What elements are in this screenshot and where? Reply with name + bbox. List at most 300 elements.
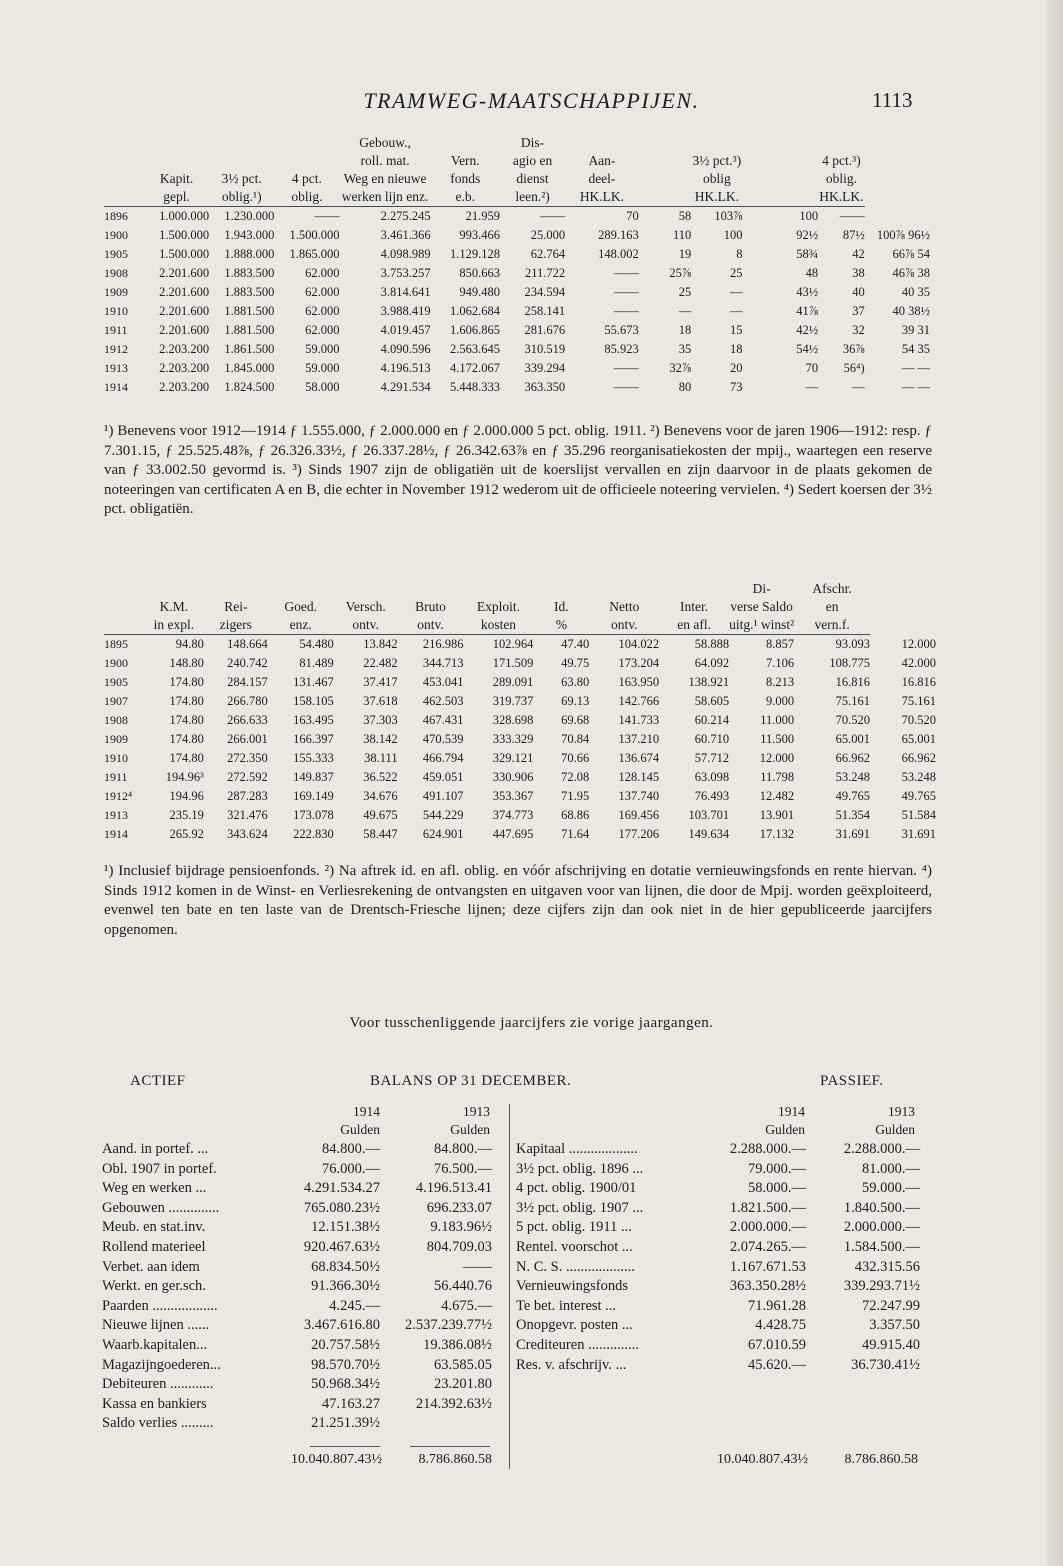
balance-value-1913: —— (463, 1258, 492, 1275)
balance-row (102, 1258, 502, 1278)
table-cell: 11.500 (760, 732, 795, 746)
column-header: enz. (268, 616, 334, 635)
table-cell: 131.467 (293, 675, 334, 689)
table-cell: 93.093 (835, 637, 871, 651)
balance-value-1913: 84.800.— (434, 1141, 492, 1157)
column-header: Gebouw., (359, 135, 411, 150)
column-header: ontv. (398, 616, 464, 635)
table-cell: 177.206 (618, 827, 660, 841)
table-cell: 63.098 (694, 770, 730, 784)
table-cell: 169.456 (618, 808, 660, 822)
table-cell: —— (314, 209, 340, 223)
column-header (639, 134, 692, 152)
table-cell: 1.888.000 (224, 247, 275, 261)
balance-row (516, 1140, 926, 1160)
table-cell: 58.605 (694, 694, 730, 708)
table-cell: 104.022 (618, 637, 660, 651)
table-cell: 1.500.000 (289, 228, 340, 242)
balance-item-label: Werkt. en ger.sch. (102, 1278, 206, 1295)
footnote-text: ¹) Benevens voor 1912—1914 ƒ 1.555.000, ƒ 2.000.000 en ƒ 2.000.000 5 pct. oblig. 1911. ²) Benevens voor de jaren 1906—1912: resp. ƒ 7.301.15, ƒ 25.525.48⅞, ƒ 26.326.33½, ƒ 26.337.28½, ƒ 26.342.63⅞ en ƒ 35.296 reorganisatiekosten der mpij., waartegen een reserve van ƒ 33.002.50 gevormd is. ³) Sinds 1907 zijn de obligatiën uit de koerslijst vervallen en zijn daarvoor in de plaats gekomen de noteeringen van certificaten A en B, die echter in November 1912 wederom uit de officieele noteering vervielen. ⁴) Sedert koersen der 3½ pct. obligatiën. (104, 423, 932, 517)
table-cell: 266.001 (227, 732, 268, 746)
table-cell: 70.520 (901, 713, 936, 727)
table-row (104, 768, 936, 787)
column-header (104, 580, 144, 598)
column-header: 3½ pct. (221, 171, 262, 186)
balance-row (102, 1297, 502, 1317)
table1-header (104, 134, 930, 207)
table-row (104, 806, 936, 825)
table-cell: 174.80 (169, 694, 204, 708)
column-header (742, 188, 818, 207)
balance-item-label: Meub. en stat.inv. (102, 1219, 206, 1236)
table-cell: 137.740 (618, 789, 660, 803)
table2-body (104, 635, 936, 845)
balance-item-label: 4 pct. oblig. 1900/01 (516, 1180, 637, 1197)
table-cell: 344.713 (422, 656, 464, 670)
balance-row (516, 1199, 926, 1219)
table-cell: 949.480 (459, 285, 500, 299)
table-cell: 100 (799, 209, 819, 223)
balance-value-1913: 2.288.000.— (843, 1141, 920, 1157)
column-header: 4 pct. (291, 171, 322, 186)
table-cell: 51.584 (901, 808, 936, 822)
table-cell: 40 (852, 285, 865, 299)
column-header: gepl. (144, 188, 209, 207)
table-cell: 1.606.865 (449, 323, 500, 337)
balance-value-1914: 765.080.23½ (303, 1199, 380, 1216)
table-cell: 1.861.500 (224, 342, 275, 356)
table-row (104, 302, 930, 321)
table-cell: 31.691 (901, 827, 936, 841)
table1-body (104, 207, 930, 398)
table-cell: 850.663 (459, 266, 500, 280)
table-row (104, 378, 930, 397)
balance-value-1914: 98.570.70½ (311, 1356, 380, 1373)
table-cell: 166.397 (293, 732, 334, 746)
balance-row (102, 1218, 502, 1238)
column-header: oblig (703, 171, 731, 186)
table-cell: 85.923 (604, 342, 639, 356)
balance-item-label: Paarden .................. (102, 1297, 218, 1314)
table-cell: 3.461.366 (380, 228, 431, 242)
row-year: 1909 (104, 732, 128, 746)
balance-title: BALANS OP 31 DECEMBER. (370, 1073, 572, 1089)
table-cell: 163.495 (293, 713, 334, 727)
table-cell: 1.883.500 (224, 266, 275, 280)
table-cell: 18 (729, 342, 743, 356)
table-cell: 2.275.245 (380, 209, 431, 223)
balance-value-1914: 91.366.30½ (311, 1278, 380, 1295)
table-cell: 32 (852, 323, 865, 337)
balance-item-label: Rentel. voorschot ... (516, 1238, 633, 1255)
table-cell: 70.66 (561, 751, 590, 765)
table-cell: 58.447 (363, 827, 398, 841)
table-cell: 54.480 (299, 637, 334, 651)
table-cell: 470.539 (422, 732, 464, 746)
balance-value-1913: 59.000.— (862, 1180, 920, 1197)
table-cell: 72.08 (561, 770, 590, 784)
column-header (533, 580, 589, 598)
table-cell: 63.80 (561, 675, 590, 689)
table-cell: 12.000 (901, 636, 936, 651)
table-cell: 137.210 (618, 732, 660, 746)
column-header (639, 170, 692, 188)
balance-row (516, 1258, 926, 1278)
table-cell: 467.431 (422, 713, 464, 727)
table-cell: 18 (678, 323, 692, 337)
table-cell: 71.95 (561, 789, 590, 803)
table-cell: 68.86 (561, 808, 590, 822)
table-cell: 3.988.419 (380, 304, 431, 318)
table-cell: 2.201.600 (159, 285, 210, 299)
table-cell: 31.691 (835, 827, 871, 841)
passief-label: PASSIEF. (820, 1073, 884, 1089)
table-cell: 1.129.128 (449, 247, 500, 261)
balance-value-1914: 4.428.75 (755, 1317, 806, 1334)
table-cell: 328.698 (492, 713, 534, 727)
table-cell: 80 (678, 380, 692, 394)
table-cell: 194.96 (169, 789, 204, 803)
table-cell: 194.96³ (165, 770, 204, 784)
table-cell: 25.000 (530, 228, 566, 242)
column-header (209, 152, 274, 170)
column-header: ontv. (334, 616, 398, 635)
table-cell: 49.75 (561, 656, 590, 670)
table-cell: 1.500.000 (159, 228, 210, 242)
balance-value-1913: 19.386.08½ (423, 1336, 492, 1353)
balance-value-1913: 2.537.239.77½ (405, 1317, 492, 1334)
table-cell: 8 (736, 247, 743, 261)
balance-item-label: Kapitaal ................... (516, 1141, 638, 1157)
table-cell: 59.000 (305, 361, 340, 375)
table-cell: 141.733 (618, 713, 660, 727)
table-cell: 1.845.000 (224, 361, 275, 375)
balance-item-label: Magazijngoederen... (102, 1356, 221, 1373)
balance-value-1913: 214.392.63½ (415, 1395, 492, 1412)
column-header: en (825, 599, 839, 614)
table-cell: 16.816 (901, 675, 936, 689)
balance-item-label: Waarb.kapitalen... (102, 1336, 208, 1353)
balance-value-1914: 2.074.265.— (729, 1238, 806, 1255)
header-row (104, 152, 930, 170)
column-header (659, 580, 729, 598)
balance-value-1913: 1.840.500.— (843, 1199, 920, 1216)
column-header: zigers (204, 616, 268, 635)
table-cell: 330.906 (492, 770, 534, 784)
column-header: Di- (752, 581, 771, 596)
table-cell: 9.000 (766, 694, 795, 708)
table-cell: —— (613, 266, 639, 280)
table-cell: 66.962 (901, 751, 936, 765)
table-cell: 1.883.500 (224, 285, 275, 299)
table-cell: 58¾ (796, 247, 819, 261)
table-cell: 48 (805, 266, 819, 280)
table-cell: 138.921 (688, 675, 730, 689)
table-cell: 266.780 (227, 694, 268, 708)
table-cell: 1.000.000 (159, 209, 210, 223)
row-year: 1912⁴ (104, 789, 133, 803)
table-row (104, 264, 930, 283)
page-edge (1047, 0, 1063, 1566)
balance-item-label: 3½ pct. oblig. 1896 ... (516, 1160, 644, 1177)
table-cell: 110 (673, 228, 692, 242)
row-year: 1908 (104, 266, 128, 280)
table-cell: 142.766 (618, 694, 660, 708)
table-cell: 235.19 (169, 808, 204, 822)
actief-total-1914: 10.040.807.43½ (291, 1452, 382, 1467)
table-cell: 1.500.000 (159, 247, 210, 261)
table-cell: 73 (729, 380, 743, 394)
row-year: 1900 (104, 228, 128, 242)
table-cell: 38.142 (363, 732, 398, 746)
table-cell: 70 (805, 361, 819, 375)
table-cell: 58.000 (305, 380, 340, 394)
footnote-text: ¹) Inclusief bijdrage pensioenfonds. ²) Na aftrek id. en afl. oblig. en vóór afschrijving en dotatie vernieuwingsfonds en rente hiervan. ⁴) Sinds 1912 komen in de Winst- en Verliesrekening de ontvangsten en uitgaven voor van lijnen, die door de Mpij. worden geëxploiteerd, evenwel ten bate en ten laste van de Drentsch-Friesche lijnen; deze cijfers zijn dan ook niet in de hier gepubliceerde jaarcijfers opgenomen. (104, 863, 932, 938)
column-header (104, 616, 144, 635)
column-header: Inter. (680, 599, 709, 614)
column-header: leen.²) (500, 188, 565, 207)
row-year: 1908 (104, 713, 128, 727)
column-header: oblig. (825, 171, 857, 186)
table-cell: 43½ (796, 285, 819, 299)
column-header (398, 580, 464, 598)
table-cell: 62.000 (305, 266, 340, 280)
table-cell: 62.000 (305, 304, 340, 318)
table-cell: 284.157 (227, 675, 268, 689)
column-header: HK.LK. (565, 188, 639, 207)
passief-year-1914: 1914 (778, 1104, 805, 1119)
balance-row (102, 1277, 502, 1297)
column-header: Netto (609, 599, 640, 614)
column-header: 4 pct.³) (822, 153, 861, 168)
row-year: 1909 (104, 285, 128, 299)
row-year: 1911 (104, 323, 128, 337)
column-header: oblig. (274, 188, 339, 207)
table-cell: 149.634 (688, 827, 730, 841)
table-cell: 66.962 (835, 751, 871, 765)
table-cell: 3.753.257 (380, 266, 431, 280)
balance-item-label: Kassa en bankiers (102, 1395, 207, 1412)
row-year: 1905 (104, 247, 128, 261)
column-header: Afschr. (812, 581, 852, 596)
column-header (104, 188, 144, 207)
table-cell: 624.901 (422, 827, 464, 841)
column-header: % (533, 616, 589, 635)
table-cell: —— (613, 304, 639, 318)
balance-row (516, 1218, 926, 1238)
column-header (639, 152, 692, 170)
table-cell: 66⅞ 54 (892, 247, 930, 261)
table-cell: 333.329 (492, 732, 534, 746)
balance-value-1914: 4.245.— (329, 1297, 380, 1314)
column-header (144, 134, 209, 152)
page-number: 1113 (872, 88, 913, 112)
column-header: Goed. (284, 599, 318, 614)
passief-total-1914: 10.040.807.43½ (717, 1452, 808, 1467)
column-header: Versch. (345, 599, 386, 614)
balance-row (102, 1140, 502, 1160)
table-cell: 1.881.500 (224, 304, 275, 318)
table-cell: 4.019.457 (380, 323, 431, 337)
row-year: 1913 (104, 361, 128, 375)
header-row (104, 188, 930, 207)
table-cell: 25 (678, 285, 692, 299)
column-header (565, 134, 639, 152)
header-row (104, 598, 936, 616)
balance-value-1913: 76.500.— (434, 1160, 492, 1177)
column-header: en afl. (659, 616, 729, 635)
table-cell: 51.354 (835, 808, 871, 822)
table-cell: 49.765 (901, 789, 936, 803)
table-cell: 54½ (796, 342, 819, 356)
column-header (691, 134, 742, 152)
table-cell: —— (613, 380, 639, 394)
table-cell: 4.291.534 (380, 380, 431, 394)
balance-value-1914: 71.961.28 (748, 1297, 806, 1314)
column-header (742, 134, 818, 152)
table-row (104, 207, 930, 227)
table-cell: 1.943.000 (224, 228, 275, 242)
column-header (818, 134, 865, 152)
balance-item-label: Nieuwe lijnen ...... (102, 1317, 210, 1334)
table-cell: 149.837 (293, 770, 334, 784)
balance-item-label: N. C. S. ................... (516, 1258, 635, 1275)
table-cell: 56⁴) (843, 361, 865, 375)
table-cell: — (805, 380, 819, 394)
table-cell: 75.161 (901, 694, 936, 708)
table-cell: 25⅞ (669, 266, 692, 280)
balance-value-1914: 21.251.39½ (311, 1415, 380, 1432)
column-header: in expl. (144, 616, 204, 635)
table-cell: 62.764 (530, 247, 566, 261)
passief-unit-1913: Gulden (875, 1122, 915, 1137)
balance-value-1913: 804.709.03 (426, 1238, 492, 1255)
table-cell: 42.000 (901, 656, 936, 670)
table-cell: 12.482 (759, 789, 795, 803)
table-cell: 310.519 (524, 342, 566, 356)
table-cell: 54 35 (901, 342, 930, 356)
column-header: verse Saldo (730, 599, 793, 614)
column-header: Id. (554, 599, 569, 614)
table-cell: 343.624 (227, 827, 268, 841)
table-cell: 11.000 (760, 713, 795, 727)
table-cell: 2.203.200 (159, 380, 210, 394)
balance-value-1913: 63.585.05 (434, 1356, 492, 1373)
table-cell: 13.842 (363, 637, 398, 651)
table-cell: 20 (729, 361, 743, 375)
balance-value-1914: 47.163.27 (322, 1395, 380, 1412)
table-cell: 87½ (842, 228, 865, 242)
table-cell: 22.482 (363, 656, 398, 670)
table-cell: 174.80 (169, 713, 204, 727)
column-header: roll. mat. (360, 153, 410, 168)
column-header: Dis- (520, 135, 545, 150)
balance-item-label: Verbet. aan idem (102, 1258, 200, 1275)
table-cell: 128.145 (618, 770, 660, 784)
column-header (104, 134, 144, 152)
table-cell: 491.107 (422, 789, 464, 803)
table-cell: 174.80 (169, 751, 204, 765)
column-header (144, 152, 209, 170)
table-cell: 103⅞ (714, 209, 743, 223)
balance-value-1913: 4.196.513.41 (415, 1180, 492, 1197)
balance-item-label: Vernieuwingsfonds (516, 1278, 628, 1295)
column-header: Bruto (415, 599, 446, 614)
table-cell: 1.230.000 (224, 209, 275, 223)
balance-value-1914: 3.467.616.80 (303, 1317, 380, 1334)
table-cell: 60.710 (694, 732, 730, 746)
column-header: oblig.¹) (209, 188, 274, 207)
column-header (639, 188, 692, 207)
actief-unit-1914: Gulden (340, 1122, 380, 1137)
column-header: K.M. (159, 599, 189, 614)
balance-value-1914: 4.291.534.27 (303, 1180, 380, 1197)
table-row (104, 730, 936, 749)
column-header (274, 152, 339, 170)
table-operations (104, 580, 936, 844)
table-cell: 2.201.600 (159, 323, 210, 337)
table-cell: 5.448.333 (449, 380, 500, 394)
balance-item-label: 5 pct. oblig. 1911 ... (516, 1219, 632, 1236)
balance-row (516, 1356, 926, 1376)
table-cell: 321.476 (227, 808, 268, 822)
row-year: 1907 (104, 694, 128, 708)
table-cell: 94.80 (175, 637, 204, 651)
table-cell: 4.196.513 (380, 361, 431, 375)
table-cell: 158.105 (293, 694, 334, 708)
actief-label: ACTIEF (130, 1073, 186, 1089)
table-cell: 544.229 (422, 808, 464, 822)
table-cell: 102.964 (492, 637, 534, 651)
table-cell: 234.594 (524, 285, 566, 299)
column-header (742, 152, 818, 170)
table-cell: 993.466 (459, 228, 500, 242)
table-cell: 42 (852, 247, 865, 261)
table-cell: 76.493 (694, 789, 730, 803)
column-header (209, 134, 274, 152)
balance-value-1913: 81.000.— (862, 1160, 920, 1177)
balance-row (516, 1160, 926, 1180)
table-cell: 46⅞ 38 (892, 266, 930, 280)
table-cell: 17.132 (759, 827, 795, 841)
table-cell: 69.13 (561, 694, 590, 708)
row-year: 1905 (104, 675, 128, 689)
table-cell: 53.248 (901, 770, 936, 784)
balance-row (516, 1297, 926, 1317)
balance-value-1913: 9.183.96½ (430, 1219, 492, 1236)
balance-value-1914: 84.800.— (322, 1141, 380, 1157)
table-cell: 100 (723, 228, 743, 242)
header-row (104, 170, 930, 188)
table-cell: 265.92 (169, 827, 204, 841)
table-cell: — (729, 285, 743, 299)
column-header (104, 152, 144, 170)
table-cell: 19 (678, 247, 692, 261)
table-cell: 58.888 (694, 637, 730, 651)
table-cell: 65.001 (901, 732, 936, 746)
balance-value-1914: 68.834.50½ (311, 1258, 380, 1275)
table-row (104, 825, 936, 844)
table-cell: 58 (678, 209, 692, 223)
table-cell: 1.865.000 (289, 247, 340, 261)
balance-row (516, 1238, 926, 1258)
balance-row (102, 1375, 502, 1395)
table-row (104, 340, 930, 359)
table-cell: 37.417 (363, 675, 398, 689)
table-cell: 258.141 (524, 304, 566, 318)
table-cell: — (852, 380, 865, 394)
balance-row (516, 1316, 926, 1336)
